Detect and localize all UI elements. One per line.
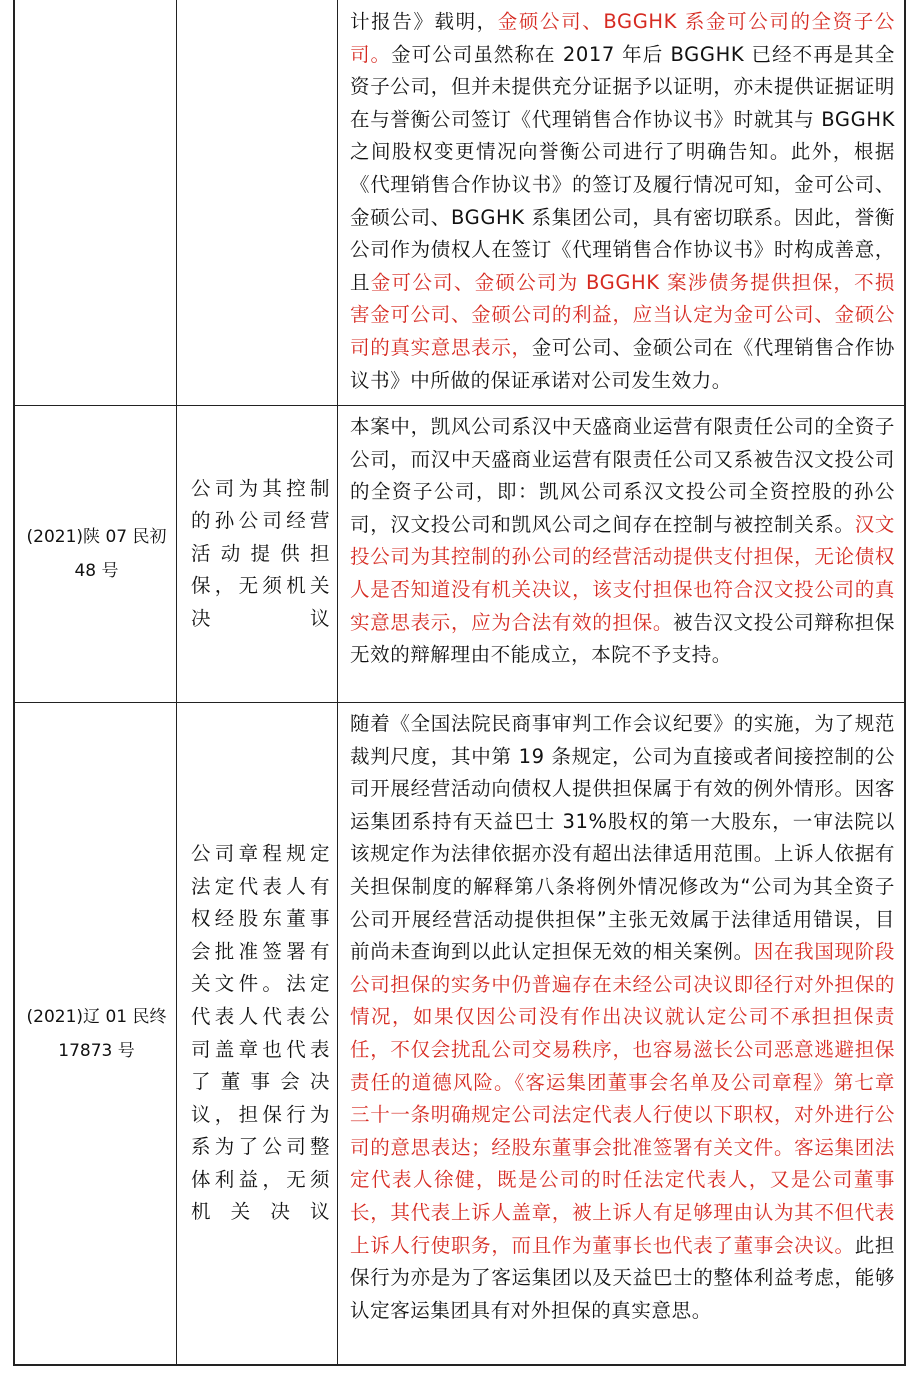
text-segment: 金可公司虽然称在 2017 年后 BGGHK 已经不再是其全资子公司，但并未提供充分证据予以证明，亦未提供证据证明在与誉衡公司签订《代理销售合作协议书》时就其与 BGGHK 之间股权变更情况向誉衡公司进行了明确告知。此外，根据《代理销售合作协议书》的签订及履行情况可知，金可公司、金硕公司、BGGHK 系集团公司，具有密切联系。因此，誉衡公司作为债权人在签订《代理销售合作协议书》时构成善意，且 — [350, 42, 895, 294]
table-row — [15, 406, 178, 702]
case-table — [13, 0, 906, 1366]
reasoning-text — [350, 411, 895, 672]
table-row — [15, 703, 178, 1364]
highlighted-segment: 金硕公司、BGGHK 系金可公司的全资子公司。 — [350, 10, 895, 66]
text-segment: 随着《全国法院民商事审判工作会议纪要》的实施，为了规范裁判尺度，其中第 19 条规定，公司为直接或者间接控制的公司开展经营活动向债权人提供担保属于有效的例外情形。因客运集团系持有天益巴士 31%股权的第一大股东，一审法院以该规定作为法律依据亦没有超出法律适用范围。上诉人依据有关担保制度的解释第八条将例外情况修改为“公司为其全资子公司开展经营活动提供担保”主张无效属于法律适用错误，目前尚未查询到以此认定担保无效的相关案例。 — [350, 712, 895, 964]
text-segment: 被告汉文投公司辩称担保无效的辩解理由不能成立，本院不予支持。 — [350, 610, 895, 667]
reasoning-cell — [340, 708, 904, 1327]
text-segment: 本案中，凯风公司系汉中天盛商业运营有限责任公司的全资子公司，而汉中天盛商业运营有限责任公司又系被告汉文投公司的全资子公司，即：凯风公司系汉文投公司全资控股的孙公司，汉文投公司和凯风公司之间存在控制与被控制关系。 — [350, 415, 895, 536]
highlighted-segment: 汉文投公司为其控制的孙公司的经营活动提供支付担保，无论债权人是否知道没有机关决议，该支付担保也符合汉文投公司的真实意思表示，应为合法有效的担保。 — [350, 512, 895, 634]
text-segment: 金可公司、金硕公司在《代理销售合作协议书》中所做的保证承诺对公司发生效力。 — [350, 335, 895, 392]
reasoning-text — [350, 708, 895, 1327]
highlighted-segment: 金可公司、金硕公司为 BGGHK 案涉债务提供担保，不损害金可公司、金硕公司的利益，应当认定为金可公司、金硕公司的真实意思表示， — [350, 270, 895, 359]
case-number: (2021)陕 07 民初 48 号 — [26, 527, 167, 581]
reasoning-text — [350, 6, 895, 397]
highlighted-segment: 因在我国现阶段公司担保的实务中仍普遍存在未经公司决议即径行对外担保的情况，如果仅因公司没有作出决议就认定公司不承担担保责任，不仅会扰乱公司交易秩序，也容易滋长公司恶意逃避担保责任的道德风险。《客运集团董事会名单及公司章程》第七章三十一条明确规定公司法定代表人行使以下职权，对外进行公司的意思表达；经股东董事会批准签署有关文件。客运集团法定代表人徐健，既是公司的时任法定代表人，又是公司董事长，其代表上诉人盖章，被上诉人有足够理由认为其不但代表上诉人行使职务，而且作为董事长也代表了董事会决议。 — [350, 940, 895, 1257]
rule-cell — [179, 406, 339, 702]
rule-cell — [179, 703, 339, 1364]
rule-summary: 公司为其控制的孙公司经营活动提供担保，无须机关决议 — [191, 476, 330, 630]
case-number: (2021)辽 01 民终 17873 号 — [26, 1006, 167, 1061]
text-segment: 此担保行为亦是为了客运集团以及天益巴士的整体利益考虑，能够认定客运集团具有对外担保的真实意思。 — [350, 1233, 895, 1322]
reasoning-cell — [340, 411, 904, 672]
table-row — [340, 6, 904, 397]
rule-summary: 公司章程规定法定代表人有权经股东董事会批准签署有关文件。法定代表人代表公司盖章也代表了董事会决议，担保行为系为了公司整体利益，无须机关决议 — [191, 841, 330, 1224]
text-segment: 计报告》载明， — [350, 10, 498, 33]
